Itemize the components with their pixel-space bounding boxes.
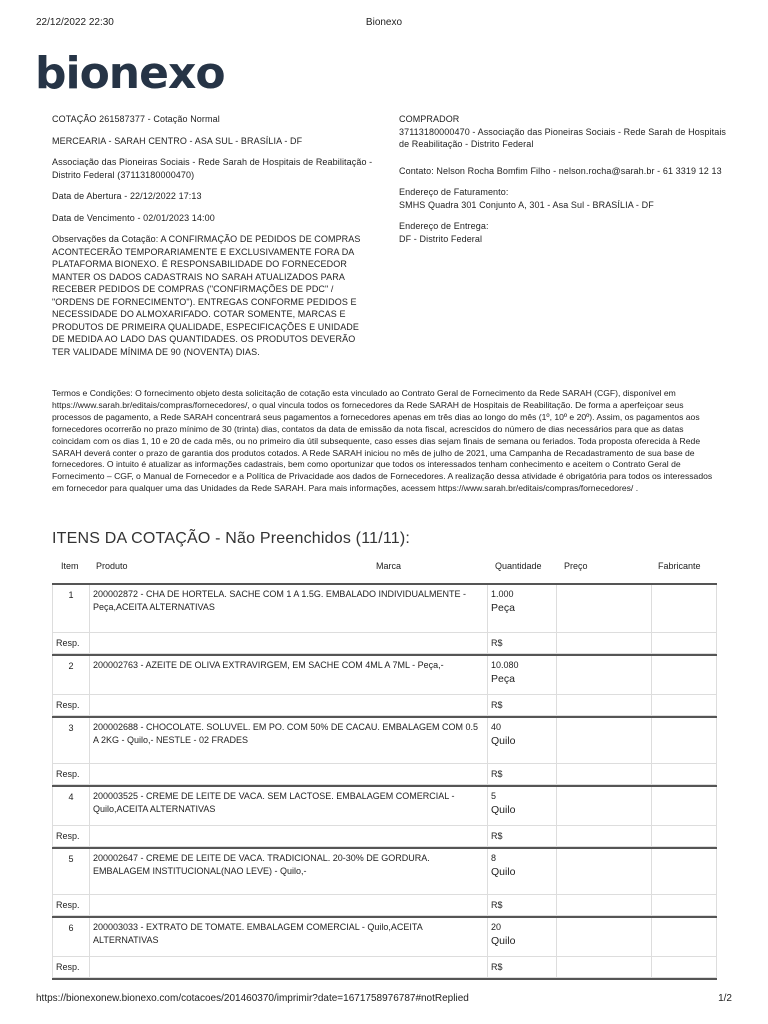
quote-due-date: Data de Vencimento - 02/01/2023 14:00 — [52, 212, 215, 223]
resp-price-cell[interactable] — [557, 633, 652, 653]
item-manufacturer-cell[interactable] — [652, 849, 717, 894]
resp-label: Resp. — [52, 633, 90, 653]
table-row — [52, 716, 717, 785]
item-number: 1 — [52, 585, 90, 632]
item-qty-unit: Peça — [491, 673, 515, 685]
table-row — [52, 847, 717, 916]
item-qty-unit: Quilo — [491, 804, 516, 816]
item-product: 200002688 - CHOCOLATE. SOLUVEL. EM PO. COM 50% DE CACAU. EMBALAGEM COM 0.5 A 2KG - Quilo,- NESTLE - 02 FRADES — [90, 718, 488, 763]
resp-label: Resp. — [52, 957, 90, 977]
resp-currency: R$ — [488, 764, 557, 784]
bionexo-logo: bionexo — [35, 48, 225, 99]
item-manufacturer-cell[interactable] — [652, 787, 717, 825]
item-price-cell[interactable] — [557, 718, 652, 763]
header-quantity: Quantidade — [495, 561, 542, 571]
quote-info — [52, 113, 374, 367]
header-manufacturer: Fabricante — [658, 561, 701, 571]
item-product: 200002872 - CHA DE HORTELA. SACHE COM 1 A 1.5G. EMBALADO INDIVIDUALMENTE - Peça,ACEITA ALTERNATIVAS — [90, 585, 488, 632]
resp-label: Resp. — [52, 826, 90, 846]
print-page-title: Bionexo — [365, 17, 403, 28]
print-page-number: 1/2 — [718, 993, 732, 1004]
resp-manufacturer-cell[interactable] — [652, 764, 717, 784]
resp-manufacturer-cell[interactable] — [652, 633, 717, 653]
table-row — [52, 654, 717, 716]
print-datetime: 22/12/2022 22:30 — [36, 17, 114, 28]
item-qty-unit: Quilo — [491, 735, 516, 747]
resp-product-cell[interactable] — [90, 633, 488, 653]
item-price-cell[interactable] — [557, 787, 652, 825]
item-number: 2 — [52, 656, 90, 694]
item-product: 200003525 - CREME DE LEITE DE VACA. SEM LACTOSE. EMBALAGEM COMERCIAL - Quilo,ACEITA ALTERNATIVAS — [90, 787, 488, 825]
header-item: Item — [61, 561, 79, 571]
buyer-name: 37113180000470 - Associação das Pioneiras Sociais - Rede Sarah de Hospitais de Reabilitação - Distrito Federal — [399, 126, 727, 149]
item-qty-unit: Quilo — [491, 866, 516, 878]
items-title: ITENS DA COTAÇÃO - Não Preenchidos (11/11): — [52, 530, 411, 547]
print-footer — [36, 993, 732, 1007]
resp-price-cell[interactable] — [557, 764, 652, 784]
quote-observations: Observações da Cotação: A CONFIRMAÇÃO DE PEDIDOS DE COMPRAS ACONTECERÃO TEMPORARIAMENTE E EXCLUSIVAMENTE FORA DA PLATAFORMA BIONEXO. É RESPONSABILIDADE DO FORNECEDOR MANTER OS DADOS CADASTRAIS NO SARAH ATUALIZADOS PARA RECEBER PEDIDOS DE COMPRAS ("CONFIRMAÇÕES DE PDC" / "ORDENS DE FORNECIMENTO"). ENTREGAS CONFORME PEDIDOS E NECESSIDADE DO ALMOXARIFADO. COTAR SOMENTE, MARCAS E PRODUTOS DE PRIMEIRA QUALIDADE, ESPECIFICAÇÕES E UNIDADE DE MEDIDA AO LADO DAS QUANTIDADES. OS PRODUTOS DEVERÃO TER VALIDADE MÍNIMA DE 90 (NOVENTA) DIAS. — [52, 234, 361, 357]
item-quantity — [488, 656, 557, 694]
resp-label: Resp. — [52, 895, 90, 915]
quote-opening-date: Data de Abertura - 22/12/2022 17:13 — [52, 191, 202, 201]
item-qty-unit: Peça — [491, 602, 515, 614]
table-row — [52, 916, 717, 980]
item-manufacturer-cell[interactable] — [652, 585, 717, 632]
table-row — [52, 785, 717, 847]
resp-price-cell[interactable] — [557, 826, 652, 846]
resp-price-cell[interactable] — [557, 895, 652, 915]
item-quantity — [488, 585, 557, 632]
resp-label: Resp. — [52, 764, 90, 784]
resp-product-cell[interactable] — [90, 764, 488, 784]
item-qty-value: 20 — [491, 922, 502, 932]
buyer-heading: COMPRADOR — [399, 114, 460, 124]
resp-currency: R$ — [488, 695, 557, 715]
resp-currency: R$ — [488, 633, 557, 653]
item-quantity — [488, 849, 557, 894]
resp-product-cell[interactable] — [90, 695, 488, 715]
billing-address: SMHS Quadra 301 Conjunto A, 301 - Asa Sul - BRASÍLIA - DF — [399, 199, 654, 210]
resp-label: Resp. — [52, 695, 90, 715]
item-manufacturer-cell[interactable] — [652, 656, 717, 694]
quote-org: Associação das Pioneiras Sociais - Rede Sarah de Hospitais de Reabilitação - Distrito Federal (37113180000470) — [52, 157, 373, 180]
item-number: 4 — [52, 787, 90, 825]
item-product: 200003033 - EXTRATO DE TOMATE. EMBALAGEM COMERCIAL - Quilo,ACEITA ALTERNATIVAS — [90, 918, 488, 956]
terms-and-conditions: Termos e Condições: O fornecimento objeto desta solicitação de cotação esta vinculado ao Contrato Geral de Fornecimento da Rede SARAH (CGF), disponível em https://www.sarah.br/editais/compras/fornecedores/, o qual vincula todos os fornecedores da Rede SARAH de Hospitais de Reabilitação. De forma a aperfeiçoar seus processos de pagamento, a Rede SARAH concentrará seus pagamentos a fornecedores apenas em três dias ao longo do mês (1º, 10º e 20º). Assim, os pagamentos aos fornecedores ocorrerão no prazo mínimo de 30 (trinta) dias, contatos da data de emissão da nota fiscal, acrescidos do número de dias necessários para que as datas coincidam com os dias 1, 10 e 20 de cada mês, ou no primeiro dia útil subsequente, caso esses dias sejam finais de semana ou feriados. Toda proposta oferecida à Rede SARAH deverá conter o prazo de garantia dos produtos cotados. A Rede SARAH iniciou no mês de julho de 2021, uma Campanha de Recadastramento de sua base de fornecedores. O intuito é atualizar as informações cadastrais, bem como oportunizar que todos os interessados tenham conhecimento e aceitem o Contrato Geral de Fornecimento – CGF, o Manual de Fornecedor e a Política de Privacidade aos dados de Fornecedores. A realização dessa atividade é obrigatória para todos os interessados em fornecedor para qualquer uma das Unidades da Rede SARAH. Para mais informações, acessem https://www.sarah.br/editais/compras/fornecedores/ . — [52, 388, 713, 494]
resp-manufacturer-cell[interactable] — [652, 895, 717, 915]
resp-price-cell[interactable] — [557, 695, 652, 715]
header-brand: Marca — [376, 561, 402, 571]
item-price-cell[interactable] — [557, 656, 652, 694]
resp-product-cell[interactable] — [90, 895, 488, 915]
resp-manufacturer-cell[interactable] — [652, 695, 717, 715]
buyer-info — [399, 113, 729, 254]
item-product: 200002763 - AZEITE DE OLIVA EXTRAVIRGEM, EM SACHE COM 4ML A 7ML - Peça,- — [90, 656, 488, 694]
quote-store: MERCEARIA - SARAH CENTRO - ASA SUL - BRASÍLIA - DF — [52, 135, 303, 146]
item-number: 5 — [52, 849, 90, 894]
print-url: https://bionexonew.bionexo.com/cotacoes/201460370/imprimir?date=1671758976787#notReplied — [36, 993, 469, 1004]
billing-label: Endereço de Faturamento: — [399, 187, 509, 197]
header-price: Preço — [564, 561, 588, 571]
delivery-address: DF - Distrito Federal — [399, 233, 483, 244]
item-quantity — [488, 918, 557, 956]
resp-product-cell[interactable] — [90, 826, 488, 846]
item-manufacturer-cell[interactable] — [652, 718, 717, 763]
item-qty-value: 40 — [491, 722, 502, 732]
item-qty-value: 5 — [491, 791, 497, 801]
print-header — [36, 17, 732, 31]
item-quantity — [488, 787, 557, 825]
item-price-cell[interactable] — [557, 585, 652, 632]
buyer-contact: Contato: Nelson Rocha Bomfim Filho - nelson.rocha@sarah.br - 61 3319 12 13 — [399, 165, 722, 176]
resp-price-cell[interactable] — [557, 957, 652, 977]
item-number: 6 — [52, 918, 90, 956]
item-manufacturer-cell[interactable] — [652, 918, 717, 956]
item-price-cell[interactable] — [557, 918, 652, 956]
resp-manufacturer-cell[interactable] — [652, 826, 717, 846]
items-table-header — [52, 561, 717, 575]
item-quantity — [488, 718, 557, 763]
item-qty-value: 1.000 — [491, 589, 514, 599]
item-qty-value: 10.080 — [491, 660, 519, 670]
item-price-cell[interactable] — [557, 849, 652, 894]
item-qty-value: 8 — [491, 853, 497, 863]
item-number: 3 — [52, 718, 90, 763]
resp-currency: R$ — [488, 826, 557, 846]
table-row — [52, 583, 717, 654]
resp-currency: R$ — [488, 895, 557, 915]
items-table — [52, 583, 717, 980]
item-qty-unit: Quilo — [491, 935, 516, 947]
resp-currency: R$ — [488, 957, 557, 977]
quote-number: COTAÇÃO 261587377 - Cotação Normal — [52, 114, 220, 124]
header-product: Produto — [96, 561, 128, 571]
resp-product-cell[interactable] — [90, 957, 488, 977]
delivery-label: Endereço de Entrega: — [399, 221, 489, 231]
resp-manufacturer-cell[interactable] — [652, 957, 717, 977]
item-product: 200002647 - CREME DE LEITE DE VACA. TRADICIONAL. 20-30% DE GORDURA. EMBALAGEM INSTITUCIONAL(NAO LEVE) - Quilo,- — [90, 849, 488, 894]
